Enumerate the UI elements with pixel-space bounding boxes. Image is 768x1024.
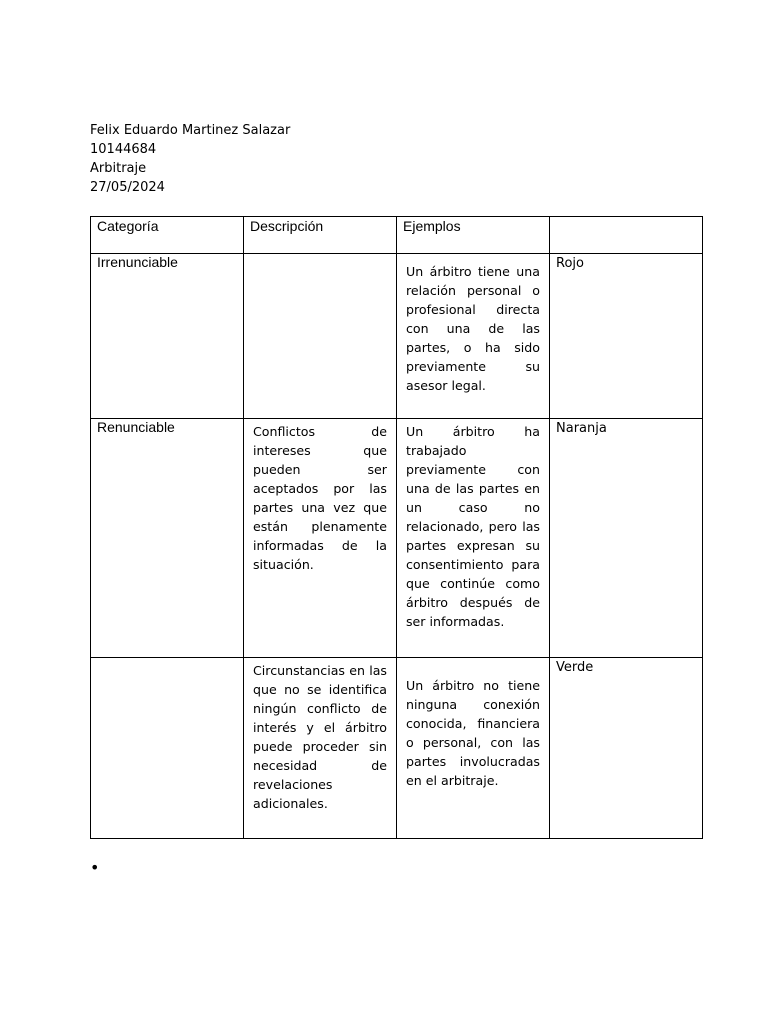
header-cell-descripcion	[244, 217, 397, 254]
table-row	[91, 254, 703, 419]
ejemplo-text: Un árbitro tiene una relación personal o profesional directa con una de las partes, o ha sido previamente su asesor legal.	[406, 264, 540, 393]
document-date: 27/05/2024	[90, 180, 165, 195]
conflict-table	[90, 216, 703, 839]
ejemplo-text: Un árbitro no tiene ninguna conexión conocida, financiera o personal, con las partes involucradas en el arbitraje.	[406, 678, 540, 788]
cell-descripcion	[244, 658, 397, 839]
header-cell-ejemplos	[397, 217, 550, 254]
header-label-categoria: Categoría	[97, 218, 159, 234]
descripcion-text: Circunstancias en las que no se identifica ningún conflicto de interés y el árbitro puede proceder sin necesidad de revelaciones adicionales.	[253, 663, 387, 811]
student-id: 10144684	[90, 142, 157, 157]
cell-ejemplo	[397, 419, 550, 658]
table-row	[91, 658, 703, 839]
color-text: Verde	[556, 660, 594, 675]
header-label-color	[550, 217, 702, 218]
cell-categoria	[91, 419, 244, 658]
categoria-text: Renunciable	[97, 419, 175, 435]
cell-descripcion	[244, 254, 397, 419]
color-text: Naranja	[556, 421, 607, 436]
cell-descripcion	[244, 419, 397, 658]
author-name: Felix Eduardo Martinez Salazar	[90, 123, 291, 138]
cell-categoria	[91, 254, 244, 419]
document-header	[90, 121, 290, 197]
header-label-ejemplos: Ejemplos	[403, 218, 461, 234]
color-text: Rojo	[556, 256, 584, 271]
cell-ejemplo	[397, 254, 550, 419]
categoria-text: Irrenunciable	[97, 254, 178, 270]
header-cell-categoria	[91, 217, 244, 254]
cell-color	[550, 254, 703, 419]
cell-color	[550, 658, 703, 839]
header-label-descripcion: Descripción	[250, 218, 324, 234]
table-row	[91, 419, 703, 658]
cell-ejemplo	[397, 658, 550, 839]
table-header-row	[91, 217, 703, 254]
ejemplo-text: Un árbitro ha trabajado previamente con una de las partes en un caso no relacionado, pero las partes expresan su consentimiento para que continúe como árbitro después de ser informadas.	[406, 424, 540, 629]
subject-title: Arbitraje	[90, 161, 147, 176]
header-cell-color	[550, 217, 703, 254]
cell-categoria	[91, 658, 244, 839]
empty-bullet: •	[90, 858, 100, 877]
descripcion-text: Conflictos de intereses que pueden ser aceptados por las partes una vez que están plenamente informadas de la situación.	[253, 424, 387, 572]
cell-color	[550, 419, 703, 658]
